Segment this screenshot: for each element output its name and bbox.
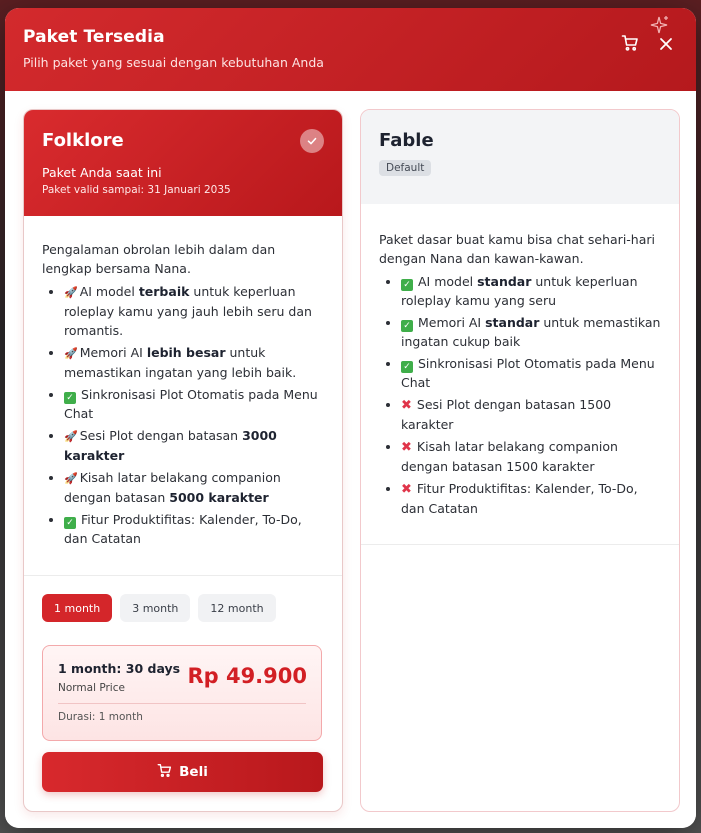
- feature-highlight: lebih besar: [146, 345, 226, 360]
- modal-body: [5, 91, 696, 828]
- plan-card-header: [361, 110, 679, 204]
- feature-highlight: standar: [485, 315, 540, 330]
- feature-item: [401, 272, 663, 310]
- feature-highlight: standar: [477, 274, 532, 289]
- feature-text: Sesi Plot dengan batasan: [79, 428, 243, 443]
- cross-icon: ✖: [401, 398, 412, 413]
- valid-until-text: Paket valid sampai: 31 Januari 2035: [42, 184, 231, 196]
- rocket-icon: 🚀: [64, 286, 78, 299]
- feature-text: untuk memastikan ingatan yang lebih baik.: [64, 345, 297, 380]
- close-button[interactable]: [655, 34, 677, 56]
- feature-item: [401, 313, 663, 351]
- buy-button[interactable]: [42, 752, 323, 792]
- rocket-icon: 🚀: [64, 347, 78, 360]
- rocket-icon: 🚀: [64, 472, 78, 485]
- feature-item: [64, 468, 326, 507]
- feature-item: [64, 510, 326, 548]
- plan-name: Folklore: [42, 130, 124, 151]
- price-divider: [58, 703, 306, 704]
- feature-text: AI model: [418, 274, 478, 289]
- cart-button[interactable]: [619, 34, 641, 56]
- feature-text: untuk keperluan roleplay kamu yang seru: [401, 274, 638, 308]
- period-button-3-month[interactable]: 3 month: [120, 594, 190, 622]
- period-button-12-month[interactable]: 12 month: [198, 594, 275, 622]
- feature-text: Kisah latar belakang companion dengan batasan: [64, 470, 281, 505]
- feature-highlight: 3000 karakter: [64, 428, 277, 463]
- plan-card-fable[interactable]: [360, 109, 680, 812]
- feature-item: [64, 343, 326, 382]
- divider: [361, 544, 679, 545]
- plan-name: Fable: [379, 130, 434, 151]
- feature-list: [361, 272, 679, 518]
- feature-item: [401, 354, 663, 392]
- modal-header: [5, 8, 696, 91]
- feature-highlight: 5000 karakter: [169, 490, 269, 505]
- close-icon: [659, 36, 673, 55]
- modal-subtitle: Pilih paket yang sesuai dengan kebutuhan Anda: [23, 55, 324, 70]
- feature-text: Fitur Produktifitas: Kalender, To-Do, dan Catatan: [401, 481, 638, 516]
- period-button-1-month[interactable]: 1 month: [42, 594, 112, 622]
- plan-description: Paket dasar buat kamu bisa chat sehari-hari dengan Nana dan kawan-kawan.: [379, 232, 656, 266]
- plan-card-header: [24, 110, 342, 216]
- selected-check-icon: [300, 129, 324, 153]
- feature-text: Sesi Plot dengan batasan 1500 karakter: [401, 397, 612, 432]
- plan-card-folklore[interactable]: [23, 109, 343, 812]
- check-icon: ✓: [64, 517, 76, 529]
- cross-icon: ✖: [401, 440, 412, 455]
- sparkle-icon: [648, 14, 670, 36]
- plans-modal: [5, 8, 696, 828]
- feature-item: [64, 426, 326, 465]
- feature-item: [401, 395, 663, 434]
- feature-highlight: terbaik: [138, 284, 190, 299]
- plan-description: Pengalaman obrolan lebih dalam dan lengkap bersama Nana.: [42, 242, 276, 276]
- feature-item: [401, 437, 663, 476]
- feature-text: Memori AI: [79, 345, 147, 360]
- price-amount: Rp 49.900: [187, 664, 307, 688]
- price-summary: [42, 645, 322, 741]
- feature-text: Fitur Produktifitas: Kalender, To-Do, dan Catatan: [64, 512, 302, 546]
- cart-icon: [621, 34, 639, 56]
- period-selector: [42, 594, 276, 622]
- price-duration: Durasi: 1 month: [58, 711, 143, 723]
- default-badge: Default: [379, 160, 431, 176]
- feature-text: Memori AI: [418, 315, 486, 330]
- feature-text: untuk keperluan roleplay kamu yang jauh lebih seru dan romantis.: [64, 284, 312, 338]
- cross-icon: ✖: [401, 482, 412, 497]
- modal-title: Paket Tersedia: [23, 27, 165, 47]
- feature-text: untuk memastikan ingatan cukup baik: [401, 315, 661, 349]
- feature-text: Sinkronisasi Plot Otomatis pada Menu Chat: [64, 387, 318, 421]
- divider: [24, 575, 342, 576]
- feature-item: [64, 385, 326, 423]
- feature-text: Kisah latar belakang companion dengan batasan 1500 karakter: [401, 439, 618, 474]
- buy-button-label: Beli: [179, 764, 208, 780]
- check-icon: ✓: [401, 361, 413, 373]
- cart-icon: [157, 763, 172, 782]
- feature-text: Sinkronisasi Plot Otomatis pada Menu Chat: [401, 356, 655, 390]
- rocket-icon: 🚀: [64, 430, 78, 443]
- price-title: 1 month: 30 days: [58, 661, 181, 676]
- feature-text: AI model: [79, 284, 139, 299]
- feature-item: [401, 479, 663, 518]
- feature-item: [64, 282, 326, 340]
- check-icon: ✓: [401, 320, 413, 332]
- current-plan-label: Paket Anda saat ini: [42, 165, 162, 180]
- check-icon: ✓: [401, 279, 413, 291]
- feature-list: [24, 282, 342, 548]
- check-icon: ✓: [64, 392, 76, 404]
- price-note: Normal Price: [58, 682, 125, 694]
